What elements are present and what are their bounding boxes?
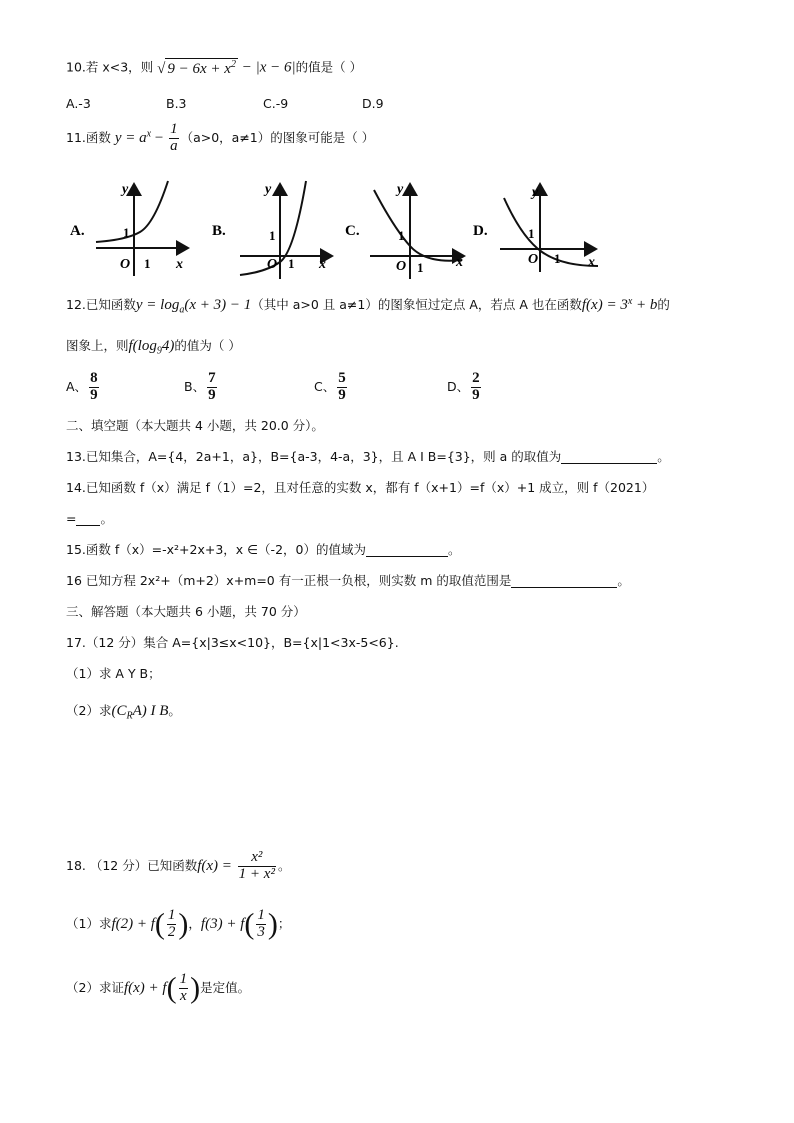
q12-line1: 12.已知函数$y = \log_a(x + 3) - 1$（其中 a>0 且 a≠1）的图象恒过定点 A，若点 A 也在函数$f(x) = 3^x + b$的 xyxy=(66,296,670,316)
graph-b xyxy=(212,181,332,279)
graph-d-curve xyxy=(504,198,598,266)
q18-part2: （2）求证f(x) + f( $\frac{1}{x}$ )是定值。 xyxy=(66,971,251,1005)
q14-blank[interactable] xyxy=(76,513,100,526)
q17-part1: （1）求 A Y B； xyxy=(66,666,161,681)
svg-text:x: x xyxy=(588,255,595,270)
q12-line2: 图象上，则$f(\log_94)$的值为（ ） xyxy=(66,338,241,357)
svg-text:1: 1 xyxy=(144,256,151,271)
svg-text:x: x xyxy=(456,255,463,270)
svg-text:x: x xyxy=(176,257,183,272)
q10-option-c: C.-9 xyxy=(263,96,289,111)
q10-abs: − |x − 6| xyxy=(237,59,296,76)
graph-c-curve xyxy=(374,190,462,261)
q10-suffix: 的值是（ ） xyxy=(295,59,363,75)
q15-line: 15.函数 f（x）=-x²+2x+3，x ∈（-2，0）的值域为 。 xyxy=(66,542,461,557)
svg-text:x: x xyxy=(319,257,326,272)
svg-text:1: 1 xyxy=(123,225,130,240)
q17-line: 17.（12 分）集合 A={x|3≤x<10}，B={x|1<3x-5<6}. xyxy=(66,635,399,650)
svg-text:O: O xyxy=(396,259,407,274)
q11-fraction: $\frac{1}{a}$ xyxy=(170,121,178,154)
q10-option-d: D.9 xyxy=(362,96,384,111)
graph-a-curve xyxy=(96,181,168,242)
graph-d-letter: D. xyxy=(473,223,488,239)
q13-blank[interactable] xyxy=(561,451,657,464)
q12-option-c: C、 $\frac{5}{9}$ xyxy=(314,370,346,403)
svg-text:1: 1 xyxy=(269,228,276,243)
svg-text:1: 1 xyxy=(288,256,295,271)
q11-line: 11.函数 $y = a^x$ − $\frac{1}{a}$ （a>0，a≠1）的图象可能是（ ） xyxy=(66,121,375,154)
graph-d xyxy=(473,184,598,272)
svg-text:1: 1 xyxy=(398,228,405,243)
q13-line: 13.已知集合，A={4，2a+1，a}，B={a-3，4-a，3}，且 A I B={3}，则 a 的取值为 。 xyxy=(66,449,670,464)
svg-text:1: 1 xyxy=(554,251,561,266)
svg-text:1: 1 xyxy=(528,226,535,241)
q10-radicand: 9 − 6x + x xyxy=(167,61,231,77)
q16-blank[interactable] xyxy=(511,575,617,588)
q10-option-b: B.3 xyxy=(166,96,187,111)
q18-fraction: $\frac{\text{x²}}{\text{1 + x²}}$ xyxy=(238,849,275,882)
graph-c-letter: C. xyxy=(345,223,360,239)
graph-b-letter: B. xyxy=(212,223,226,239)
graph-c xyxy=(345,182,464,279)
q16-line: 16 已知方程 2x²+（m+2）x+m=0 有一正根一负根，则实数 m 的取值范围是 。 xyxy=(66,573,630,588)
q18-part1: （1）求f(2) + f( $\frac{1}{2}$ )，f(3) + f( $\frac{1}{3}$ )； xyxy=(66,907,291,941)
graph-a-letter: A. xyxy=(70,223,85,239)
q10-line xyxy=(66,58,362,78)
graph-a xyxy=(70,181,188,276)
svg-text:O: O xyxy=(120,257,131,272)
svg-text:O: O xyxy=(528,252,539,267)
q11-graphs xyxy=(60,176,620,281)
q10-sqrt: √ $9 - 6x + x^2$ xyxy=(157,59,236,77)
section2-heading: 二、填空题（本大题共 4 小题，共 20.0 分）。 xyxy=(66,418,324,433)
q15-blank[interactable] xyxy=(366,544,448,557)
svg-text:y: y xyxy=(265,182,272,197)
q14-line2: = 。 xyxy=(66,511,113,526)
svg-text:O: O xyxy=(267,257,278,272)
svg-text:y: y xyxy=(397,182,404,197)
svg-text:1: 1 xyxy=(417,260,424,275)
q18-line: 18. （12 分）已知函数f(x) = $\frac{\text{x²}}{\text{1 + x²}}$ 。 xyxy=(66,849,291,882)
q10-option-a: A.-3 xyxy=(66,96,91,111)
section3-heading: 三、解答题（本大题共 6 小题，共 70 分） xyxy=(66,604,306,619)
q12-option-d: D、 $\frac{2}{9}$ xyxy=(447,370,480,403)
q10-prefix: 10.若 x<3，则 xyxy=(66,59,154,75)
q12-option-a: A、 $\frac{8}{9}$ xyxy=(66,370,98,403)
svg-text:y: y xyxy=(122,182,129,197)
q12-option-b: B、 $\frac{7}{9}$ xyxy=(184,370,216,403)
svg-text:y: y xyxy=(532,185,539,200)
q17-part2: （2）求$(C_RA)$ I B。 xyxy=(66,703,181,722)
q14-line1: 14.已知函数 f（x）满足 f（1）=2，且对任意的实数 x，都有 f（x+1）=f（x）+1 成立，则 f（2021） xyxy=(66,480,655,495)
